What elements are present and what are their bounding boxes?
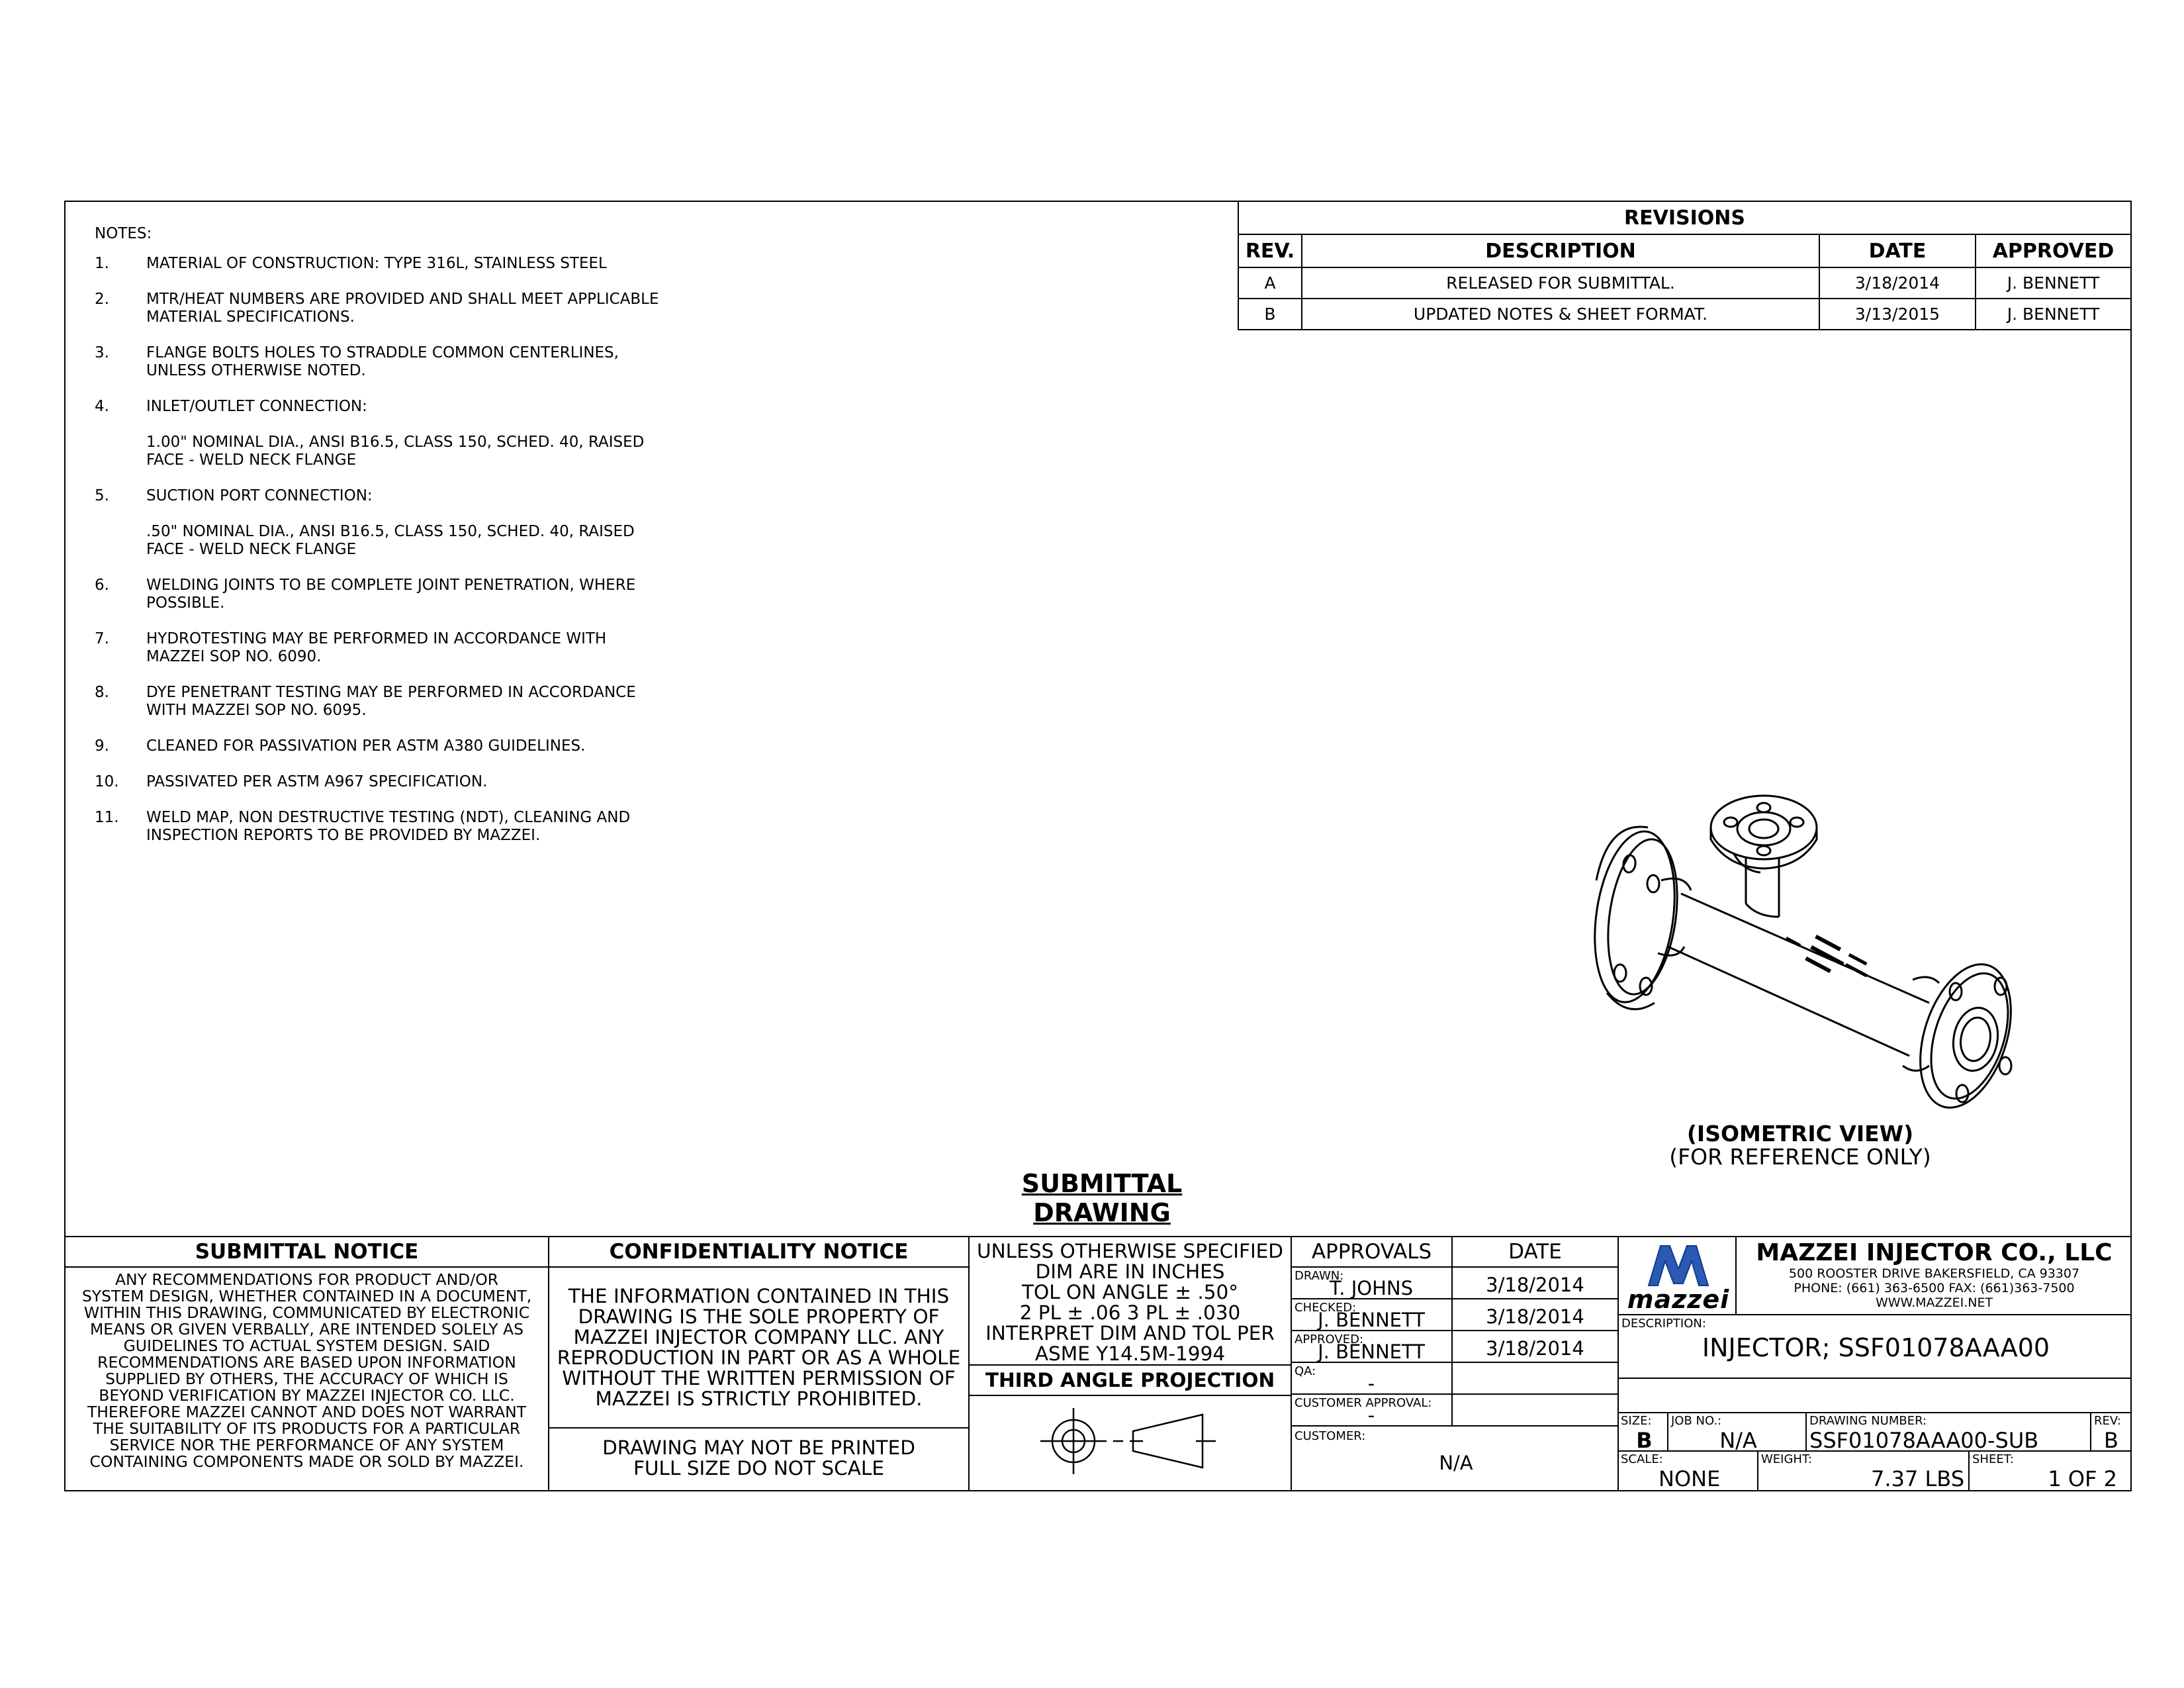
- drawn-label: DRAWN:: [1295, 1269, 1344, 1283]
- description-cell: [1617, 1314, 2132, 1379]
- revision-cell: 3/18/2014: [1819, 267, 1976, 299]
- submittal-notice-text: [66, 1272, 548, 1470]
- rev-col-header: REV.: [1238, 234, 1302, 267]
- note-text: [146, 630, 770, 666]
- company-address: 500 ROOSTER DRIVE BAKERSFIELD, CA 93307: [1788, 1266, 2080, 1281]
- note-text: [146, 684, 770, 720]
- notes-list: [95, 255, 770, 845]
- date-col-header: DATE: [1819, 234, 1976, 267]
- sheet-label: SHEET:: [1972, 1452, 2014, 1466]
- job-number-cell: [1667, 1412, 1807, 1452]
- note-item: [95, 487, 770, 559]
- revision-cell: J. BENNETT: [1976, 267, 2131, 299]
- note-line: CLEANED FOR PASSIVATION PER ASTM A380 GUIDELINES.: [146, 737, 586, 755]
- drawing-number-cell: [1805, 1412, 2091, 1452]
- customer-approval-label: CUSTOMER APPROVAL:: [1295, 1396, 1432, 1410]
- tolerance-text: [970, 1241, 1291, 1364]
- scale-value: NONE: [1659, 1466, 1721, 1491]
- checked-name: J. BENNETT: [1318, 1309, 1425, 1331]
- note-sub-line: FACE - WELD NECK FLANGE: [146, 541, 357, 558]
- submittal-notice-line: THE SUITABILITY OF ITS PRODUCTS FOR A PARTICULAR: [93, 1419, 521, 1438]
- submittal-notice-line: WITHIN THIS DRAWING, COMMUNICATED BY ELECTRONIC: [83, 1303, 530, 1322]
- note-number: 11.: [95, 809, 119, 826]
- note-text: [146, 577, 770, 612]
- revision-row: [1238, 299, 2131, 330]
- note-number: 3.: [95, 344, 109, 361]
- submittal-notice-line: CONTAINING COMPONENTS MADE OR SOLD BY MAZZEI.: [89, 1452, 524, 1471]
- submittal-notice-line: SYSTEM DESIGN, WHETHER CONTAINED IN A DOCUMENT,: [81, 1287, 532, 1305]
- note-item: [95, 684, 770, 720]
- approvals-header: APPROVALS: [1291, 1236, 1453, 1268]
- mazzei-logo-text: mazzei: [1627, 1285, 1730, 1314]
- confidentiality-line: THE INFORMATION CONTAINED IN THIS: [568, 1285, 950, 1307]
- mazzei-logo-icon: [1642, 1243, 1715, 1289]
- size-label: SIZE:: [1621, 1414, 1652, 1428]
- note-line: WITH MAZZEI SOP NO. 6095.: [146, 702, 367, 719]
- note-line: DYE PENETRANT TESTING MAY BE PERFORMED IN ACCORDANCE: [146, 684, 636, 701]
- note-line: MTR/HEAT NUMBERS ARE PROVIDED AND SHALL MEET APPLICABLE: [146, 291, 659, 308]
- note-text: [146, 773, 770, 791]
- revision-cell: J. BENNETT: [1976, 299, 2131, 330]
- customer-approval-date: [1451, 1393, 1619, 1427]
- checked-by-cell: [1291, 1298, 1453, 1331]
- print-notice-line: DRAWING MAY NOT BE PRINTED: [602, 1436, 915, 1459]
- job-number-label: JOB NO.:: [1671, 1414, 1722, 1428]
- drawn-date: 3/18/2014: [1451, 1266, 1619, 1299]
- size-value: B: [1636, 1428, 1653, 1453]
- company-website: WWW.MAZZEI.NET: [1875, 1295, 1993, 1310]
- description-col-header: DESCRIPTION: [1302, 234, 1819, 267]
- print-notice-line: FULL SIZE DO NOT SCALE: [633, 1457, 885, 1479]
- note-sub-line: .50" NOMINAL DIA., ANSI B16.5, CLASS 150, SCHED. 40, RAISED: [146, 523, 635, 540]
- note-line: INSPECTION REPORTS TO BE PROVIDED BY MAZZEI.: [146, 827, 541, 844]
- tolerance-line: DIM ARE IN INCHES: [1035, 1260, 1225, 1283]
- tolerance-line: TOL ON ANGLE ± .50°: [1021, 1281, 1239, 1303]
- submittal-notice-line: MEANS OR GIVEN VERBALLY, ARE INTENDED SOLELY AS: [89, 1320, 524, 1338]
- note-item: [95, 809, 770, 845]
- confidentiality-line: WITHOUT THE WRITTEN PERMISSION OF: [562, 1367, 956, 1389]
- note-line: UNLESS OTHERWISE NOTED.: [146, 362, 366, 379]
- confidentiality-line: DRAWING IS THE SOLE PROPERTY OF: [578, 1305, 940, 1328]
- sheet-cell: [1968, 1450, 2132, 1491]
- note-number: 5.: [95, 487, 109, 504]
- note-item: [95, 291, 770, 326]
- submittal-notice-box: [64, 1236, 549, 1491]
- note-text: [146, 737, 770, 755]
- note-text: [146, 344, 770, 380]
- revision-cell: B: [1238, 299, 1302, 330]
- approved-by-cell: [1291, 1330, 1453, 1363]
- note-number: 4.: [95, 398, 109, 415]
- note-number: 7.: [95, 630, 109, 647]
- note-line: WELD MAP, NON DESTRUCTIVE TESTING (NDT), CLEANING AND: [146, 809, 631, 826]
- customer-approval-value: -: [1367, 1404, 1375, 1427]
- qa-date: [1451, 1362, 1619, 1395]
- note-line: MATERIAL OF CONSTRUCTION: TYPE 316L, STAINLESS STEEL: [146, 255, 607, 272]
- weight-label: WEIGHT:: [1761, 1452, 1813, 1466]
- isometric-view-caption: [1615, 1122, 1985, 1168]
- isometric-view-drawing: [1569, 755, 2045, 1139]
- revision-cell: UPDATED NOTES & SHEET FORMAT.: [1302, 299, 1819, 330]
- note-number: 1.: [95, 255, 109, 272]
- note-line: HYDROTESTING MAY BE PERFORMED IN ACCORDANCE WITH: [146, 630, 607, 647]
- note-item: [95, 630, 770, 666]
- note-item: [95, 577, 770, 612]
- drawing-number-value: SSF01078AAA00-SUB: [1809, 1428, 2039, 1453]
- note-text: [146, 398, 770, 469]
- note-number: 8.: [95, 684, 109, 701]
- note-item: [95, 737, 770, 755]
- confidentiality-notice-title: CONFIDENTIALITY NOTICE: [549, 1237, 968, 1268]
- note-line: SUCTION PORT CONNECTION:: [146, 487, 373, 504]
- iso-view-title: (ISOMETRIC VIEW): [1686, 1121, 1914, 1147]
- note-item: [95, 773, 770, 791]
- note-line: INLET/OUTLET CONNECTION:: [146, 398, 367, 415]
- iso-view-subtitle: (FOR REFERENCE ONLY): [1669, 1144, 1931, 1170]
- tolerance-line: UNLESS OTHERWISE SPECIFIED: [976, 1240, 1283, 1262]
- print-notice-text: [549, 1438, 968, 1479]
- customer-cell: [1291, 1425, 1619, 1491]
- note-line: PASSIVATED PER ASTM A967 SPECIFICATION.: [146, 773, 488, 790]
- sheet-value: 1 OF 2: [2048, 1466, 2117, 1491]
- customer-approval-cell: [1291, 1393, 1453, 1427]
- submittal-notice-line: ANY RECOMMENDATIONS FOR PRODUCT AND/OR: [114, 1270, 499, 1289]
- scale-cell: [1617, 1450, 1758, 1491]
- submittal-notice-line: GUIDELINES TO ACTUAL SYSTEM DESIGN. SAID: [123, 1336, 490, 1355]
- drawn-by-cell: [1291, 1266, 1453, 1299]
- submittal-notice-title: SUBMITTAL NOTICE: [66, 1237, 548, 1268]
- title-block: [64, 1236, 2132, 1491]
- job-number-value: N/A: [1719, 1428, 1757, 1453]
- note-number: 6.: [95, 577, 109, 594]
- confidentiality-line: REPRODUCTION IN PART OR AS A WHOLE: [557, 1346, 961, 1369]
- notes-block: [95, 225, 770, 863]
- note-line: FLANGE BOLTS HOLES TO STRADDLE COMMON CENTERLINES,: [146, 344, 619, 361]
- approved-date: 3/18/2014: [1451, 1330, 1619, 1363]
- company-info: [1737, 1236, 2132, 1310]
- checked-date: 3/18/2014: [1451, 1298, 1619, 1331]
- note-number: 2.: [95, 291, 109, 308]
- note-text: [146, 809, 770, 845]
- qa-cell: [1291, 1362, 1453, 1395]
- submittal-notice-line: SUPPLIED BY OTHERS, THE ACCURACY OF WHICH IS: [105, 1370, 508, 1388]
- rev-cell: [2090, 1412, 2132, 1452]
- confidentiality-line: MAZZEI INJECTOR COMPANY LLC. ANY: [573, 1326, 944, 1348]
- note-text: [146, 291, 770, 326]
- approved-col-header: APPROVED: [1976, 234, 2131, 267]
- revisions-table: [1238, 201, 2132, 330]
- note-sub-line: 1.00" NOMINAL DIA., ANSI B16.5, CLASS 150, SCHED. 40, RAISED: [146, 434, 645, 451]
- notes-heading: NOTES:: [95, 225, 152, 242]
- note-line: POSSIBLE.: [146, 594, 225, 612]
- revision-row: [1238, 267, 2131, 299]
- note-sub-line: FACE - WELD NECK FLANGE: [146, 451, 357, 469]
- weight-value: 7.37 LBS: [1871, 1466, 1964, 1491]
- size-cell: [1617, 1412, 1668, 1452]
- description-label: DESCRIPTION:: [1621, 1317, 1706, 1331]
- approvals-date-header: DATE: [1451, 1236, 1619, 1268]
- company-phone: PHONE: (661) 363-6500 FAX: (661)363-7500: [1794, 1281, 2075, 1295]
- submittal-notice-line: RECOMMENDATIONS ARE BASED UPON INFORMATION: [97, 1353, 516, 1372]
- qa-value: -: [1367, 1372, 1375, 1395]
- revision-cell: A: [1238, 267, 1302, 299]
- qa-label: QA:: [1295, 1364, 1316, 1378]
- note-line: WELDING JOINTS TO BE COMPLETE JOINT PENETRATION, WHERE: [146, 577, 636, 594]
- submittal-notice-line: SERVICE NOR THE PERFORMANCE OF ANY SYSTEM: [109, 1436, 504, 1454]
- customer-label: CUSTOMER:: [1295, 1429, 1366, 1443]
- drawing-description: INJECTOR; SSF01078AAA00: [1702, 1333, 2050, 1362]
- company-name: MAZZEI INJECTOR CO., LLC: [1756, 1239, 2113, 1266]
- submittal-notice-line: BEYOND VERIFICATION BY MAZZEI INJECTOR CO. LLC.: [99, 1386, 515, 1405]
- tolerance-line: INTERPRET DIM AND TOL PER: [985, 1322, 1275, 1344]
- logo-cell: [1617, 1236, 1737, 1315]
- approved-label: APPROVED:: [1295, 1333, 1363, 1346]
- rev-label: REV:: [2094, 1414, 2121, 1428]
- tolerance-line: ASME Y14.5M-1994: [1034, 1342, 1226, 1365]
- note-number: 10.: [95, 773, 119, 790]
- print-notice-box: [548, 1427, 970, 1491]
- note-number: 9.: [95, 737, 109, 755]
- drawn-name: T. JOHNS: [1330, 1277, 1413, 1299]
- revisions-title: REVISIONS: [1238, 201, 2131, 234]
- note-line: MATERIAL SPECIFICATIONS.: [146, 308, 355, 326]
- submittal-drawing-title: SUBMITTAL DRAWING: [1021, 1169, 1183, 1227]
- confidentiality-text: [549, 1286, 968, 1409]
- checked-label: CHECKED:: [1295, 1301, 1357, 1315]
- projection-symbol-icon: [1037, 1405, 1229, 1477]
- note-item: [95, 398, 770, 469]
- revision-cell: 3/13/2015: [1819, 299, 1976, 330]
- third-angle-projection-label: THIRD ANGLE PROJECTION: [968, 1364, 1292, 1396]
- revision-cell: RELEASED FOR SUBMITTAL.: [1302, 267, 1819, 299]
- weight-cell: [1757, 1450, 1970, 1491]
- tolerance-line: 2 PL ± .06 3 PL ± .030: [1019, 1301, 1241, 1324]
- note-item: [95, 255, 770, 273]
- rev-value: B: [2104, 1428, 2118, 1453]
- note-text: [146, 487, 770, 559]
- submittal-notice-line: THEREFORE MAZZEI CANNOT AND DOES NOT WARRANT: [87, 1403, 527, 1421]
- note-text: [146, 255, 770, 273]
- scale-label: SCALE:: [1621, 1452, 1663, 1466]
- note-line: MAZZEI SOP NO. 6090.: [146, 648, 322, 665]
- approved-name: J. BENNETT: [1318, 1340, 1425, 1363]
- customer-value: N/A: [1439, 1452, 1473, 1474]
- confidentiality-line: MAZZEI IS STRICTLY PROHIBITED.: [595, 1387, 923, 1410]
- drawing-number-label: DRAWING NUMBER:: [1809, 1414, 1927, 1428]
- note-item: [95, 344, 770, 380]
